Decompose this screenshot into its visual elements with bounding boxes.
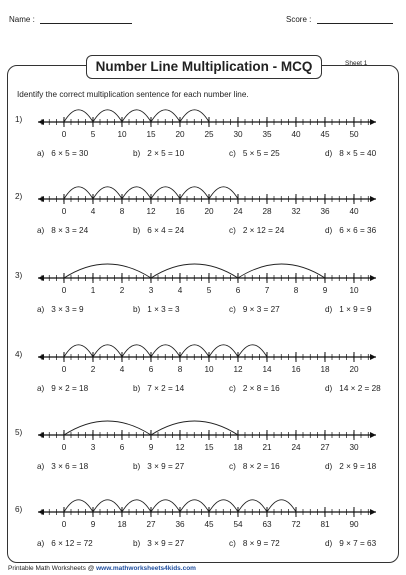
tick-label: 27 — [320, 443, 330, 452]
option-letter: d) — [325, 226, 333, 235]
answer-option[interactable] — [133, 462, 184, 471]
right-arrow-icon — [370, 509, 376, 515]
tick-label: 8 — [119, 207, 125, 216]
tick-label: 2 — [90, 365, 96, 374]
tick-label: 7 — [264, 286, 270, 295]
option-text: 3 × 9 = 27 — [147, 462, 185, 471]
answer-option[interactable] — [133, 539, 184, 548]
tick-label: 10 — [204, 365, 214, 374]
tick-label: 50 — [349, 130, 359, 139]
option-text: 8 × 3 = 24 — [51, 226, 89, 235]
tick-label: 40 — [349, 207, 359, 216]
option-text: 6 × 6 = 36 — [339, 226, 377, 235]
tick-label: 36 — [175, 520, 185, 529]
option-text: 5 × 5 = 25 — [242, 149, 280, 158]
answer-option[interactable] — [37, 305, 84, 314]
tick-label: 32 — [291, 207, 301, 216]
option-letter: c) — [229, 462, 236, 471]
tick-label: 16 — [291, 365, 301, 374]
tick-label: 9 — [148, 443, 154, 452]
tick-label: 24 — [233, 207, 243, 216]
problem-number: 6) — [15, 505, 23, 514]
tick-label: 5 — [206, 286, 212, 295]
option-letter: a) — [37, 226, 45, 235]
option-text: 6 × 12 = 72 — [51, 539, 93, 548]
tick-label: 90 — [349, 520, 359, 529]
tick-label: 14 — [262, 365, 272, 374]
tick-label: 30 — [349, 443, 359, 452]
tick-label: 6 — [148, 365, 154, 374]
right-arrow-icon — [370, 275, 376, 281]
option-text: 9 × 7 = 63 — [339, 539, 377, 548]
tick-label: 6 — [235, 286, 241, 295]
left-arrow-icon — [38, 509, 44, 515]
option-letter: c) — [229, 149, 236, 158]
option-text: 2 × 5 = 10 — [147, 149, 185, 158]
tick-label: 9 — [90, 520, 96, 529]
option-letter: b) — [133, 149, 141, 158]
right-arrow-icon — [370, 432, 376, 438]
tick-label: 35 — [262, 130, 272, 139]
tick-label: 20 — [204, 207, 214, 216]
tick-label: 2 — [119, 286, 125, 295]
tick-label: 40 — [291, 130, 301, 139]
option-letter: b) — [133, 462, 141, 471]
tick-label: 0 — [61, 286, 67, 295]
answer-option[interactable] — [37, 149, 88, 158]
problem-number: 1) — [15, 115, 23, 124]
number-line — [0, 411, 406, 455]
tick-label: 63 — [262, 520, 272, 529]
answer-option[interactable] — [229, 384, 280, 393]
tick-label: 1 — [90, 286, 96, 295]
tick-label: 10 — [117, 130, 127, 139]
tick-label: 6 — [119, 443, 125, 452]
tick-label: 12 — [233, 365, 243, 374]
problem-number: 2) — [15, 192, 23, 201]
score-label: Score : — [286, 15, 312, 24]
tick-label: 16 — [175, 207, 185, 216]
tick-label: 24 — [291, 443, 301, 452]
tick-label: 21 — [262, 443, 272, 452]
tick-label: 27 — [146, 520, 156, 529]
tick-label: 81 — [320, 520, 330, 529]
answer-option[interactable] — [229, 462, 280, 471]
option-letter: d) — [325, 149, 333, 158]
option-letter: a) — [37, 539, 45, 548]
option-letter: b) — [133, 305, 141, 314]
option-text: 9 × 3 = 27 — [242, 305, 280, 314]
tick-label: 20 — [175, 130, 185, 139]
option-text: 2 × 12 = 24 — [242, 226, 285, 235]
answer-option[interactable] — [37, 226, 88, 235]
name-line[interactable] — [40, 14, 132, 24]
left-arrow-icon — [38, 354, 44, 360]
right-arrow-icon — [370, 119, 376, 125]
footer-prefix: Printable Math Worksheets @ — [8, 565, 97, 572]
option-letter: b) — [133, 539, 141, 548]
tick-label: 45 — [320, 130, 330, 139]
option-letter: d) — [325, 384, 333, 393]
answer-option[interactable] — [325, 462, 376, 471]
option-text: 6 × 4 = 24 — [147, 226, 185, 235]
tick-label: 3 — [90, 443, 96, 452]
footer-site: www.mathworksheets4kids.com — [96, 565, 196, 572]
option-text: 8 × 2 = 16 — [242, 462, 280, 471]
tick-label: 0 — [61, 520, 67, 529]
number-line — [0, 254, 406, 298]
option-letter: d) — [325, 462, 333, 471]
problem-number: 5) — [15, 428, 23, 437]
option-text: 1 × 3 = 3 — [147, 305, 180, 314]
option-text: 8 × 9 = 72 — [242, 539, 280, 548]
option-letter: c) — [229, 539, 236, 548]
left-arrow-icon — [38, 119, 44, 125]
right-arrow-icon — [370, 354, 376, 360]
option-letter: c) — [229, 384, 236, 393]
option-letter: a) — [37, 149, 45, 158]
tick-label: 20 — [349, 365, 359, 374]
tick-label: 25 — [204, 130, 214, 139]
tick-label: 4 — [90, 207, 96, 216]
answer-option[interactable] — [37, 462, 88, 471]
option-letter: c) — [229, 226, 236, 235]
option-letter: b) — [133, 226, 141, 235]
footer — [8, 565, 196, 572]
worksheet-title: Number Line Multiplication - MCQ — [86, 55, 322, 79]
sheet-label: Sheet 1 — [345, 60, 368, 67]
tick-label: 5 — [90, 130, 96, 139]
option-text: 3 × 9 = 27 — [147, 539, 185, 548]
tick-label: 15 — [146, 130, 156, 139]
tick-label: 4 — [177, 286, 183, 295]
tick-label: 8 — [177, 365, 183, 374]
answer-option[interactable] — [325, 305, 372, 314]
name-label: Name : — [9, 15, 35, 24]
problem-number: 4) — [15, 350, 23, 359]
tick-label: 4 — [119, 365, 125, 374]
answer-option[interactable] — [37, 539, 93, 548]
tick-label: 36 — [320, 207, 330, 216]
answer-option[interactable] — [229, 539, 280, 548]
tick-label: 15 — [204, 443, 214, 452]
answer-option[interactable] — [133, 305, 180, 314]
option-letter: b) — [133, 384, 141, 393]
answer-option[interactable] — [325, 384, 381, 393]
tick-label: 12 — [146, 207, 156, 216]
option-text: 2 × 9 = 18 — [339, 462, 377, 471]
left-arrow-icon — [38, 196, 44, 202]
number-line — [0, 98, 406, 142]
answer-option[interactable] — [133, 149, 184, 158]
answer-option[interactable] — [229, 226, 284, 235]
option-text: 7 × 2 = 14 — [147, 384, 185, 393]
option-letter: d) — [325, 305, 333, 314]
instruction-text: Identify the correct multiplication sentence for each number line. — [17, 90, 249, 99]
option-text: 2 × 8 = 16 — [242, 384, 280, 393]
number-line — [0, 333, 406, 377]
option-letter: c) — [229, 305, 236, 314]
tick-label: 30 — [233, 130, 243, 139]
tick-label: 0 — [61, 207, 67, 216]
tick-label: 3 — [148, 286, 154, 295]
tick-label: 18 — [233, 443, 243, 452]
answer-option[interactable] — [229, 149, 280, 158]
tick-label: 0 — [61, 130, 67, 139]
answer-option[interactable] — [325, 226, 376, 235]
tick-label: 28 — [262, 207, 272, 216]
tick-label: 54 — [233, 520, 243, 529]
tick-label: 72 — [291, 520, 301, 529]
answer-option[interactable] — [229, 305, 280, 314]
option-text: 3 × 6 = 18 — [51, 462, 89, 471]
tick-label: 8 — [293, 286, 299, 295]
answer-option[interactable] — [133, 384, 184, 393]
tick-label: 10 — [349, 286, 359, 295]
tick-label: 45 — [204, 520, 214, 529]
answer-option[interactable] — [325, 539, 376, 548]
problem-number: 3) — [15, 271, 23, 280]
answer-option[interactable] — [325, 149, 376, 158]
tick-label: 12 — [175, 443, 185, 452]
option-text: 1 × 9 = 9 — [339, 305, 372, 314]
score-line[interactable] — [317, 14, 393, 24]
answer-option[interactable] — [133, 226, 184, 235]
tick-label: 0 — [61, 365, 67, 374]
answer-option[interactable] — [37, 384, 88, 393]
left-arrow-icon — [38, 432, 44, 438]
option-letter: d) — [325, 539, 333, 548]
option-letter: a) — [37, 305, 45, 314]
option-letter: a) — [37, 384, 45, 393]
left-arrow-icon — [38, 275, 44, 281]
name-field[interactable] — [9, 14, 132, 24]
number-line — [0, 175, 406, 219]
number-line — [0, 488, 406, 532]
option-text: 14 × 2 = 28 — [339, 384, 381, 393]
tick-label: 9 — [322, 286, 328, 295]
tick-label: 18 — [117, 520, 127, 529]
option-text: 3 × 3 = 9 — [51, 305, 84, 314]
right-arrow-icon — [370, 196, 376, 202]
option-text: 9 × 2 = 18 — [51, 384, 89, 393]
option-letter: a) — [37, 462, 45, 471]
tick-label: 0 — [61, 443, 67, 452]
tick-label: 18 — [320, 365, 330, 374]
option-text: 8 × 5 = 40 — [339, 149, 377, 158]
option-text: 6 × 5 = 30 — [51, 149, 89, 158]
score-field[interactable] — [286, 14, 393, 24]
